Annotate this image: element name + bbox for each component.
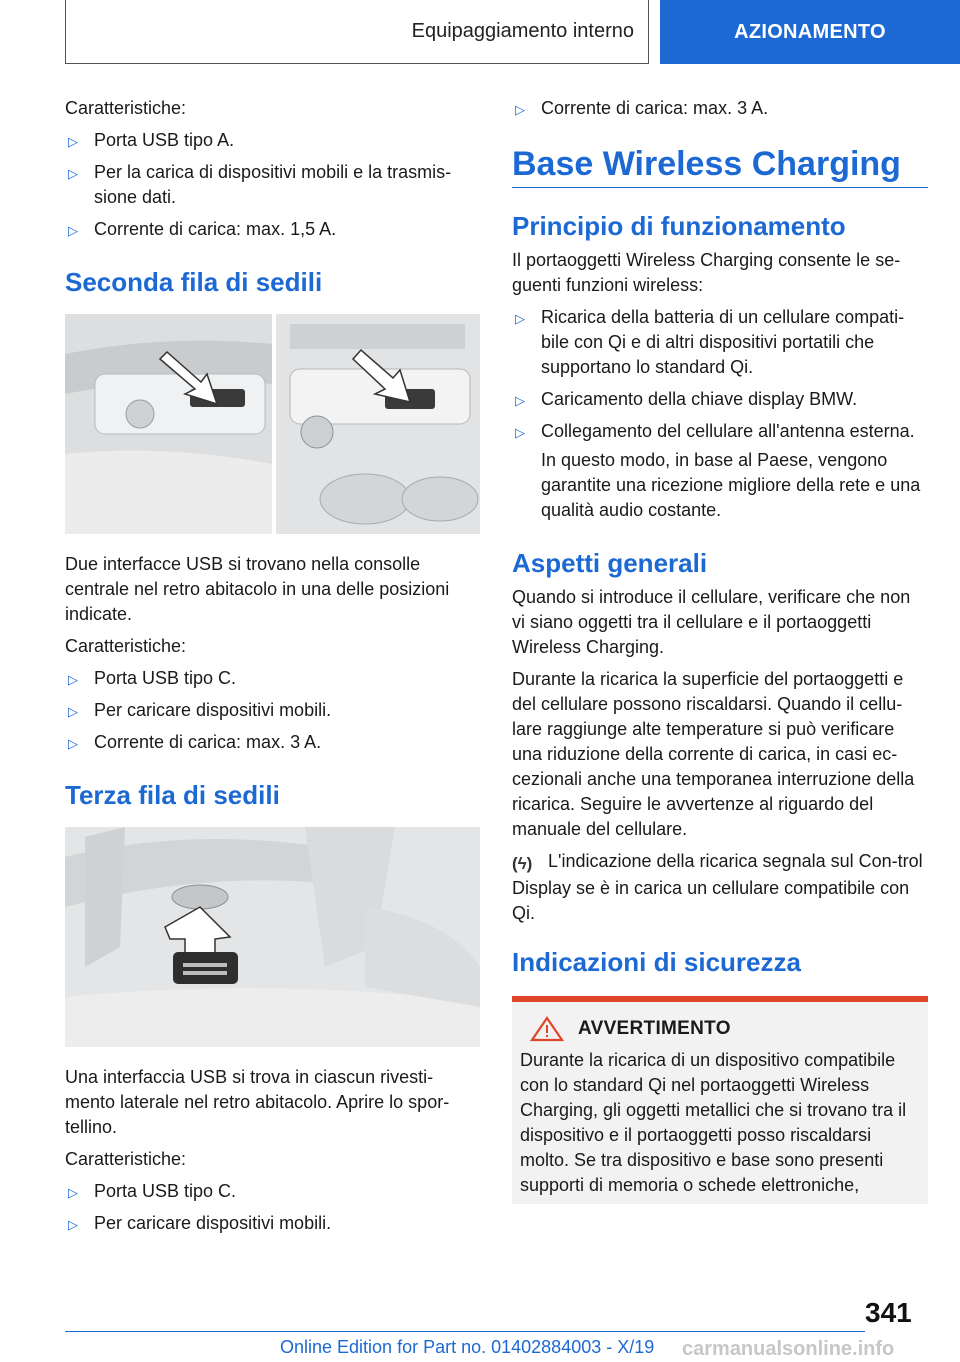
warning-triangle-icon <box>530 1016 564 1042</box>
usb-second-row-photo <box>65 314 480 534</box>
features-label: Caratteristiche: <box>65 636 187 656</box>
list-item: ▷ Porta USB tipo A. <box>65 128 480 153</box>
paragraph: Una interfaccia USB si trova in ciascun rivesti-mento laterale nel retro abitacolo. Aprire lo spor-tellino. <box>65 1067 450 1137</box>
list-item: ▷ Corrente di carica: max. 1,5 A. <box>65 217 480 242</box>
list-item: ▷ Ricarica della batteria di un cellulare compati-bile con Qi e di altri dispositivi portatili che supportano lo standard Qi. <box>515 307 905 377</box>
list-item: ▷ Per la carica di dispositivi mobili e la trasmis-sione dati. <box>68 162 452 207</box>
page-number: 341 <box>865 1297 912 1328</box>
bullet-triangle-icon: ▷ <box>68 704 78 719</box>
warning-header <box>520 1016 920 1042</box>
chapter-heading: Base Wireless Charging <box>512 143 928 188</box>
features-list <box>512 305 928 523</box>
list-item: ▷ Per caricare dispositivi mobili. <box>65 1211 480 1236</box>
warning-title: AVVERTIMENTO <box>578 1018 731 1039</box>
section-heading: Terza fila di sedili <box>65 780 280 810</box>
chapter-title: AZIONAMENTO <box>734 20 886 43</box>
edition-note: Online Edition for Part no. 01402884003 - X/19 <box>280 1337 655 1357</box>
list-note: In questo modo, in base al Paese, vengono garantite una ricezione migliore della rete e una qualità audio costante. <box>541 450 921 520</box>
chapter-tab[interactable] <box>660 0 960 64</box>
bullet-triangle-icon: ▷ <box>515 102 525 117</box>
left-column <box>65 96 480 1243</box>
paragraph: Il portaoggetti Wireless Charging consente le se-guenti funzioni wireless: <box>512 250 901 295</box>
features-label: Caratteristiche: <box>65 98 187 118</box>
section-heading: Indicazioni di sicurezza <box>512 947 801 977</box>
paragraph: Due interfacce USB si trovano nella consolle centrale nel retro abitacolo in una delle posizioni indicate. <box>65 554 450 624</box>
list-item: ▷ Corrente di carica: max. 3 A. <box>512 96 928 121</box>
bullet-triangle-icon: ▷ <box>68 672 78 687</box>
list-item: ▷ Caricamento della chiave display BMW. <box>512 387 928 412</box>
warning-text: Durante la ricarica di un dispositivo compatibile con lo standard Qi nel portaoggetti Wireless Charging, gli oggetti metallici che si trovano tra il dispositivo e il portaoggetti posso riscaldarsi molto. Se tra dispositivo e base sono presenti supporti di memoria o schede elettroniche, <box>520 1050 907 1195</box>
bullet-triangle-icon: ▷ <box>68 166 78 181</box>
features-list <box>65 128 480 242</box>
bullet-triangle-icon: ▷ <box>68 134 78 149</box>
warning-box <box>512 996 928 1204</box>
section-tab <box>65 0 649 64</box>
features-list <box>512 96 928 121</box>
list-item: ▷ Porta USB tipo C. <box>65 1179 480 1204</box>
features-list <box>65 666 480 755</box>
section-heading: Seconda fila di sedili <box>65 267 323 297</box>
features-list <box>65 1179 480 1236</box>
list-item: ▷ Collegamento del cellulare all'antenna esterna. <box>512 419 928 444</box>
paragraph: (ϟ) L'indicazione della ricarica segnala sul Con-trol Display se è in carica un cellulare compatibile con Qi. <box>512 851 923 923</box>
usb-third-row-photo <box>65 827 480 1047</box>
list-item: ▷ Porta USB tipo C. <box>65 666 480 691</box>
bullet-triangle-icon: ▷ <box>515 393 525 408</box>
section-heading: Principio di funzionamento <box>512 211 846 241</box>
bullet-triangle-icon: ▷ <box>68 1217 78 1232</box>
section-title: Equipaggiamento interno <box>411 20 634 42</box>
paragraph: Quando si introduce il cellulare, verificare che non vi siano oggetti tra il cellulare e il portaoggetti Wireless Charging. <box>512 587 911 657</box>
bullet-triangle-icon: ▷ <box>515 425 525 440</box>
bullet-triangle-icon: ▷ <box>68 1185 78 1200</box>
footer-divider <box>65 1331 865 1332</box>
section-heading: Aspetti generali <box>512 548 708 578</box>
list-item: ▷ Per caricare dispositivi mobili. <box>65 698 480 723</box>
features-label: Caratteristiche: <box>65 1149 187 1169</box>
watermark: carmanualsonline.info <box>682 1338 895 1360</box>
right-column <box>512 96 928 1204</box>
paragraph: Durante la ricarica la superficie del portaoggetti e del cellulare possono riscaldarsi. Quando il cellu-lare raggiunge alte temperature si può verificare una riduzione della corrente di carica, in casi ec-cezionali anche una temporanea interruzione della ricarica. Seguire le avvertenze al riguardo del manuale del cellulare. <box>512 669 915 839</box>
list-item: ▷ Corrente di carica: max. 3 A. <box>65 730 480 755</box>
bullet-triangle-icon: ▷ <box>68 736 78 751</box>
bullet-triangle-icon: ▷ <box>68 223 78 238</box>
wireless-charging-icon: (ϟ) <box>512 854 533 873</box>
bullet-triangle-icon: ▷ <box>515 311 525 326</box>
